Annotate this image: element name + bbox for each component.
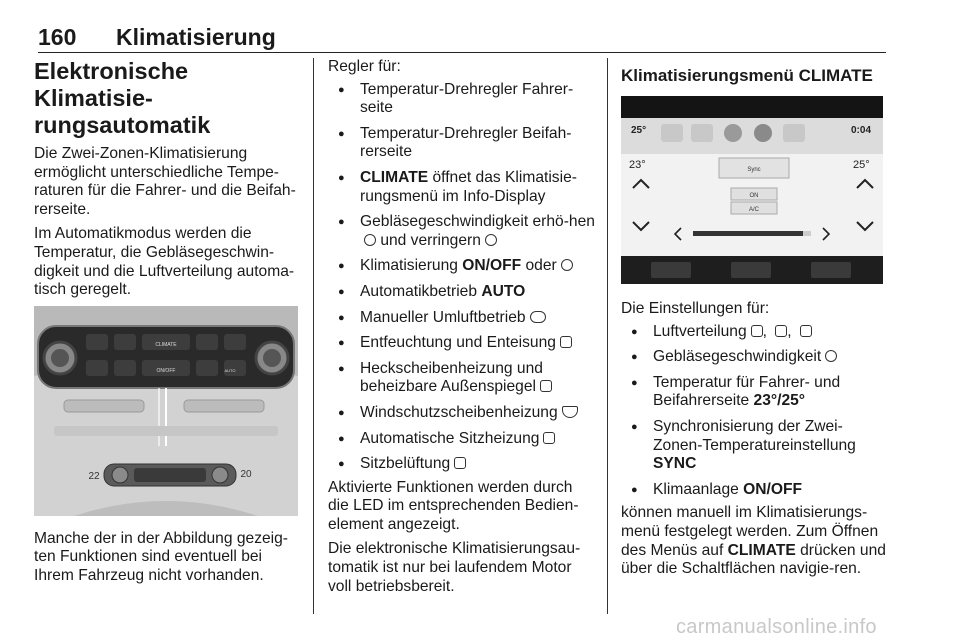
list-item: [621, 374, 889, 411]
fan-off-icon: [561, 259, 573, 271]
list-item: [328, 81, 596, 118]
list-item: [328, 360, 596, 397]
list-item: [328, 334, 596, 353]
air-distribution-lower-button: [811, 262, 851, 278]
paragraph-text: können manuell im Klimatisierungs-menü festgelegt werden. Zum Öffnen des Menüs auf: [621, 504, 879, 559]
column-divider-2: [607, 58, 608, 614]
column-1: [34, 58, 302, 592]
item-text: Windschutzscheibenheizung: [360, 403, 558, 421]
paragraph-bold: CLIMATE: [727, 541, 796, 559]
item-text: öffnet das Klimatisie-rungsmenü im Info-Display: [360, 168, 577, 205]
panel-climate-label: CLIMATE: [155, 341, 177, 348]
item-text: Klimatisierung: [360, 257, 463, 275]
page-header: [38, 22, 886, 53]
screen-on-label: ON: [749, 193, 759, 199]
settings-list: [621, 323, 889, 500]
screen-outside-temp: 25°: [631, 125, 647, 136]
item-text: Manueller Umluftbetrieb: [360, 308, 526, 326]
item-bold: AUTO: [481, 282, 526, 300]
item-text: Gebläsegeschwindigkeit erhö-hen: [360, 213, 595, 231]
item-text: Entfeuchtung und Enteisung: [360, 334, 556, 352]
seat-heating-icon: [543, 432, 555, 444]
climate-control-panel-illustration: [34, 306, 298, 516]
screen-passenger-temp: 25°: [853, 159, 870, 171]
air-distribution-middle-button: [731, 262, 771, 278]
list-item: [621, 481, 889, 500]
list-item: [328, 257, 596, 276]
air-distribution-upper-button: [651, 262, 691, 278]
paragraph-text: drücken und über die Schaltflächen navigie-ren.: [621, 541, 886, 578]
item-bold: ON/OFF: [462, 257, 522, 275]
paragraph: Die Zwei-Zonen-Klimatisierung ermöglicht unterschiedliche Tempe-raturen für die Fahrer- und die Beifah-rerseite.: [34, 145, 296, 218]
screen-sync-label: Sync: [747, 167, 761, 173]
item-text: oder: [521, 257, 557, 275]
page-number: 160: [38, 24, 77, 50]
section-heading: Elektronische Klimatisie-rungsautomatik: [34, 58, 211, 138]
list-intro: Regler für:: [328, 58, 401, 75]
list-item: [328, 309, 596, 328]
list-item: [621, 418, 889, 474]
list-item: [328, 125, 596, 162]
list-item: [328, 283, 596, 302]
column-3: [621, 58, 889, 585]
list-item: [328, 404, 596, 423]
list-intro: Die Einstellungen für:: [621, 300, 770, 317]
item-text: und verringern: [376, 231, 481, 249]
info-display-drawing: [621, 96, 883, 284]
phone-icon: [691, 124, 713, 142]
item-text: Synchronisierung der Zwei-Zonen-Temperatureinstellung: [653, 417, 856, 454]
paragraph: Aktivierte Funktionen werden durch die LED im entsprechenden Bedien-element angezeigt.: [328, 478, 579, 533]
column-divider-1: [313, 58, 314, 614]
list-item: [328, 430, 596, 449]
item-text: Luftverteilung: [653, 322, 747, 340]
chapter-title: Klimatisierung: [116, 24, 276, 50]
item-text: Klimaanlage: [653, 480, 744, 498]
screen-driver-temp: 23°: [629, 159, 646, 171]
item-bold: SYNC: [653, 455, 697, 473]
panel-auto-label: AUTO: [224, 367, 236, 373]
list-item: [328, 213, 596, 250]
item-text: Automatische Sitzheizung: [360, 429, 540, 447]
navigation-icon: [724, 124, 742, 142]
watermark: carmanualsonline.info: [676, 616, 877, 638]
paragraph: Im Automatikmodus werden die Temperatur, die Gebläsegeschwin-digkeit und die Luftverteilung automa-tisch geregelt.: [34, 225, 295, 299]
item-text: Gebläsegeschwindigkeit: [653, 348, 822, 366]
climate-menu-screenshot: [621, 96, 883, 284]
list-item: [328, 169, 596, 206]
panel-onoff-label: ON/OFF: [156, 367, 176, 374]
windscreen-heating-icon: [562, 406, 578, 418]
control-list: [328, 81, 596, 474]
screen-ac-label: A/C: [748, 207, 760, 213]
paragraph: Die elektronische Klimatisierungsau-tomatik ist nur bei laufendem Motor voll betriebsbereit.: [328, 540, 581, 595]
item-bold: CLIMATE: [360, 168, 429, 186]
item-text: Temperatur-Drehregler Beifah-rerseite: [360, 124, 572, 161]
fan-speed-bar: [693, 231, 803, 236]
car-settings-icon: [783, 124, 805, 142]
item-bold: ON/OFF: [743, 480, 803, 498]
music-icon: [661, 124, 683, 142]
demist-defrost-icon: [560, 336, 572, 348]
recirculation-icon: [530, 311, 546, 323]
air-distribution-middle-icon: [775, 325, 787, 337]
item-text: Sitzbelüftung: [360, 455, 451, 473]
fan-increase-icon: [364, 234, 376, 246]
air-distribution-lower-icon: [800, 325, 812, 337]
climate-icon: [754, 124, 772, 142]
panel-right-temp: 20: [240, 468, 252, 480]
fan-icon: [825, 350, 837, 362]
list-item: ● Luftverteilung , ,: [621, 323, 889, 342]
paragraph: [621, 504, 889, 578]
seat-ventilation-icon: [454, 457, 466, 469]
section-heading: Klimatisierungsmenü CLIMATE: [621, 66, 873, 85]
panel-drawing: [34, 306, 298, 516]
item-bold: 23°/25°: [753, 392, 806, 410]
screen-clock: 0:04: [850, 125, 872, 136]
item-text: Temperatur-Drehregler Fahrer-seite: [360, 80, 574, 117]
rear-window-heating-icon: [540, 380, 552, 392]
air-distribution-upper-icon: [751, 325, 763, 337]
fan-decrease-icon: [485, 234, 497, 246]
list-item: [328, 455, 596, 474]
item-text: Heckscheibenheizung und beheizbare Außenspiegel: [360, 359, 543, 396]
list-item: [621, 348, 889, 367]
panel-left-temp: 22: [88, 470, 100, 482]
paragraph: Manche der in der Abbildung gezeig-ten Funktionen sind eventuell bei Ihrem Fahrzeug nicht vorhanden.: [34, 529, 288, 584]
item-text: Automatikbetrieb: [360, 282, 482, 300]
column-2: [328, 58, 596, 602]
item-text: Temperatur für Fahrer- und Beifahrerseite: [653, 373, 841, 410]
